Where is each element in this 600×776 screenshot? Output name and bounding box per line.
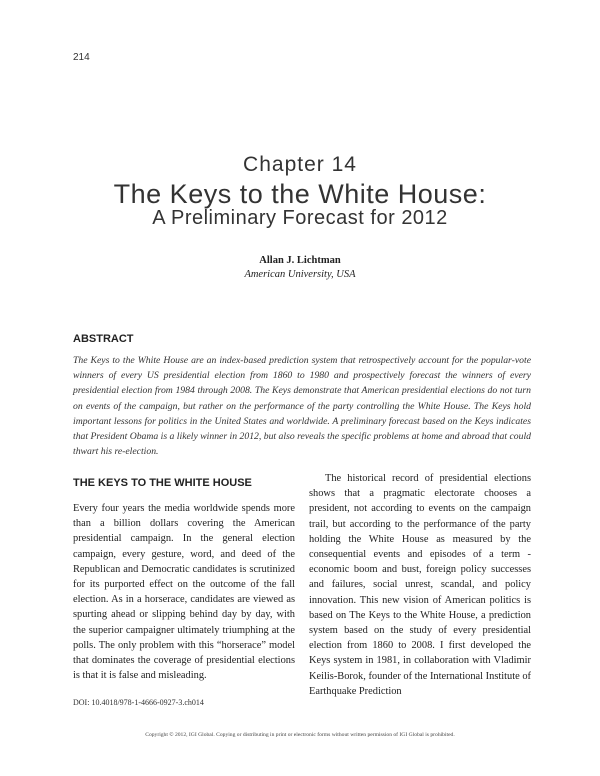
page-number: 214 <box>73 52 90 63</box>
body-column-left: Every four years the media worldwide spends more than a billion dollars covering the American presidential campaign. In the general election campaign, every gesture, word, and deed of the Republican and Democratic candidates is scrutinized for its purported effect on the outcome of the fall election. As in a horserace, candidates are viewed as spurting ahead or slipping behind day by day, with the superior campaigner ultimately triumphing at the polls. The only problem with this “horserace” model that dominates the coverage of presidential elections is that it is false and misleading. <box>73 503 295 682</box>
body-column-right: The historical record of presidential elections shows that a pragmatic electorate chooses a president, not according to events on the campaign trail, but according to the performance of the party holding the White House as measured by the consequential events and episodes of a term - economic boom and bust, foreign policy successes and failures, social unrest, scandal, and policy innovation. This new vision of American politics is based on The Keys to the White House, a prediction system based on the study of every presidential election from 1860 to 2008. I first developed the Keys system in 1981, in collaboration with Vladimir Keilis-Borok, founder of the International Institute of Earthquake Prediction <box>309 473 531 697</box>
chapter-subtitle: A Preliminary Forecast for 2012 <box>152 207 448 229</box>
chapter-title: The Keys to the White House: <box>113 179 487 209</box>
abstract-text: The Keys to the White House are an index-based prediction system that retrospectively account for the popular-vote winners of every US presidential election from 1860 to 1980 and prospectively forecast the winners of every presidential election from 1984 through 2008. The Keys demonstrate that American presidential elections do not turn on events of the campaign, but rather on the performance of the party controlling the White House. The Keys hold important lessons for politics in the United States and worldwide. A preliminary forecast based on the Keys indicates that President Obama is a likely winner in 2012, but also reveals the specific problems at home and abroad that could thwart his re-election. <box>73 355 531 458</box>
doi: DOI: 10.4018/978-1-4666-0927-3.ch014 <box>73 698 204 707</box>
chapter-label: Chapter 14 <box>243 153 357 176</box>
section-heading: THE KEYS TO THE WHITE HOUSE <box>73 477 252 489</box>
author-name: Allan J. Lichtman <box>259 255 341 266</box>
abstract-heading: ABSTRACT <box>73 333 134 345</box>
copyright-notice: Copyright © 2012, IGI Global. Copying or distributing in print or electronic forms without written permission of IGI Global is prohibited. <box>145 732 455 738</box>
author-affiliation: American University, USA <box>244 269 356 280</box>
